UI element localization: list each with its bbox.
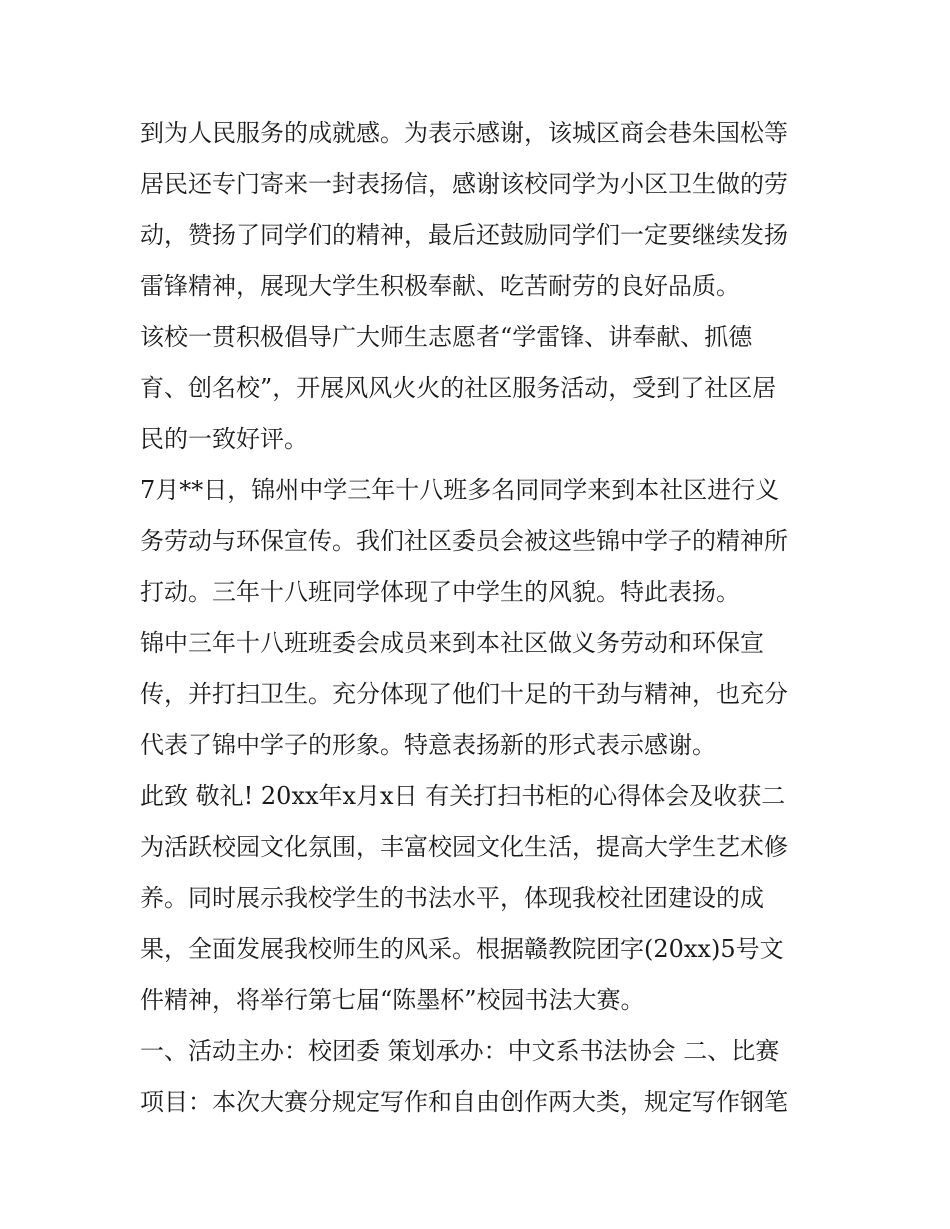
- text-line: 打动。三年十八班同学体现了中学生的风貌。特此表扬。: [140, 578, 740, 606]
- text-line: 件精神，将举行第七届“陈墨杯”校园书法大赛。: [140, 986, 645, 1014]
- text-line: 居民还专门寄来一封表扬信，感谢该校同学为小区卫生做的劳: [140, 170, 788, 198]
- text-line: 动，赞扬了同学们的精神，最后还鼓励同学们一定要继续发扬: [140, 221, 788, 249]
- text-line: 雷锋精神，展现大学生积极奉献、吃苦耐劳的良好品质。: [140, 272, 740, 300]
- text-line: 为活跃校园文化氛围，丰富校园文化生活，提高大学生艺术修: [140, 833, 788, 861]
- text-line: 一、活动主办：校团委 策划承办：中文系书法协会 二、比赛: [140, 1037, 780, 1065]
- text-line: 民的一致好评。: [140, 425, 308, 453]
- document-body: [140, 108, 820, 1128]
- text-line: 项目：本次大赛分规定写作和自由创作两大类，规定写作钢笔: [140, 1088, 788, 1116]
- text-line: 代表了锦中学子的形象。特意表扬新的形式表示感谢。: [140, 731, 716, 759]
- text-line: 到为人民服务的成就感。为表示感谢，该城区商会巷朱国松等: [140, 119, 788, 147]
- text-line: 此致 敬礼! 20xx年x月x日 有关打扫书柜的心得体会及收获二: [140, 782, 786, 810]
- text-line: 育、创名校”，开展风风火火的社区服务活动，受到了社区居: [140, 374, 777, 402]
- text-line: 该校一贯积极倡导广大师生志愿者“学雷锋、讲奉献、抓德: [140, 323, 753, 351]
- text-line: 锦中三年十八班班委会成员来到本社区做义务劳动和环保宣: [140, 629, 764, 657]
- text-line: 果，全面发展我校师生的风采。根据赣教院团字(20xx)5号文: [140, 935, 784, 963]
- text-line: 养。同时展示我校学生的书法水平，体现我校社团建设的成: [140, 884, 764, 912]
- text-line: 务劳动与环保宣传。我们社区委员会被这些锦中学子的精神所: [140, 527, 788, 555]
- text-line: 传，并打扫卫生。充分体现了他们十足的干劲与精神，也充分: [140, 680, 788, 708]
- text-line: 7月**日，锦州中学三年十八班多名同同学来到本社区进行义: [140, 476, 780, 504]
